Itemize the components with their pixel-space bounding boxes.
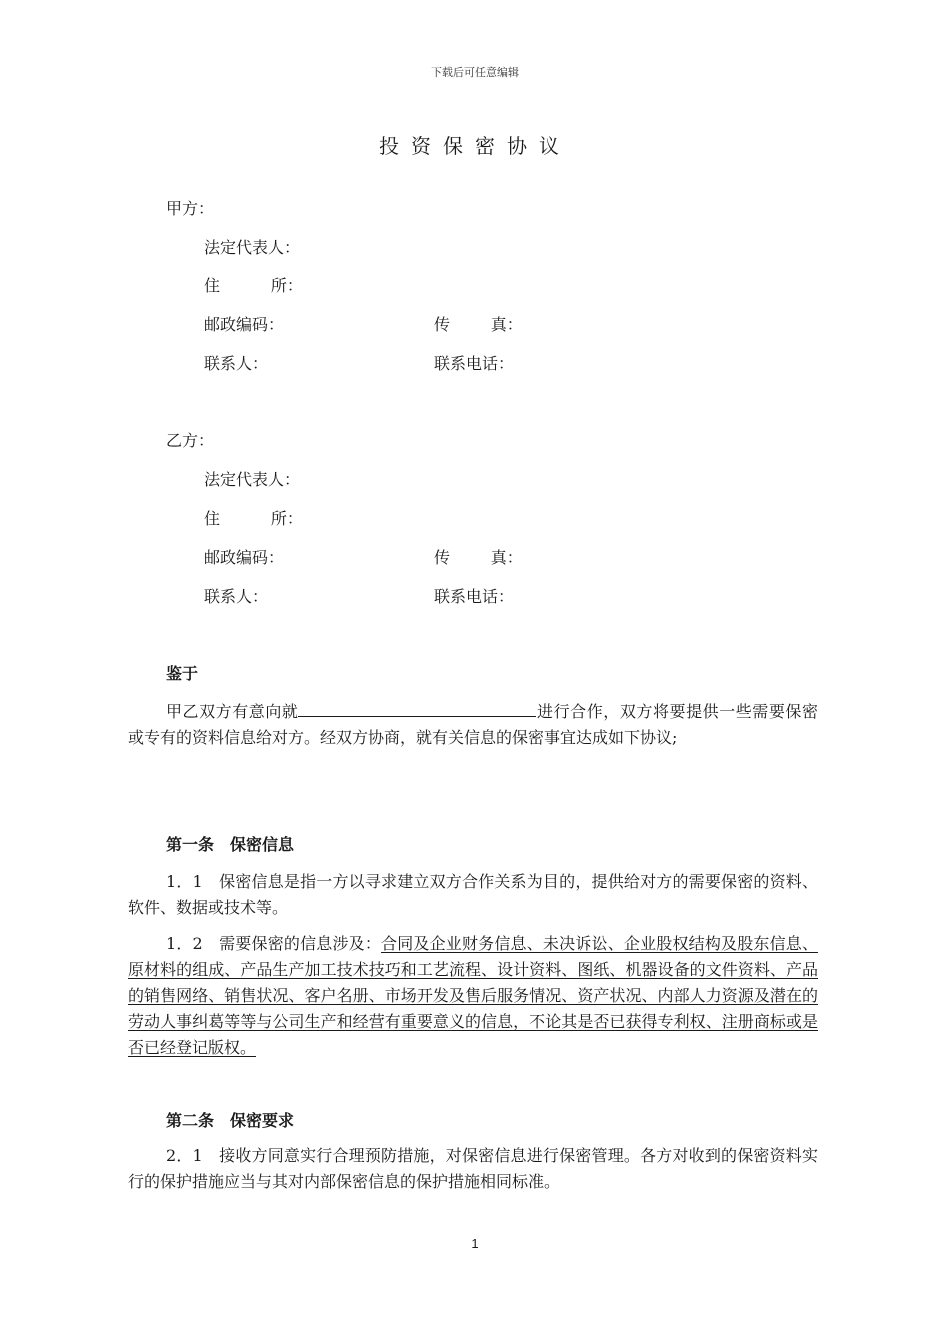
party-b-postcode: 邮政编码： (204, 548, 285, 567)
party-a-fax: 传 真： (434, 315, 523, 334)
whereas-text-before: 甲乙双方有意向就 (166, 702, 299, 721)
clause-1-2 (128, 931, 818, 1061)
whereas-text-after: 进行合作，双方将要提供一些需要保密或专有的资料信息给对方。经双方协商，就有关信息的保密事宜达成如下协议; (128, 702, 818, 747)
party-a-label: 甲方： (166, 199, 215, 218)
page-number: 1 (471, 1236, 479, 1251)
clause-1-1: 1．1 保密信息是指一方以寻求建立双方合作关系为目的，提供给对方的需要保密的资料、软件、数据或技术等。 (128, 872, 818, 917)
document-title: 投资保密协议 (379, 134, 571, 158)
party-b-fax: 传 真： (434, 548, 523, 567)
article-2-heading: 第二条 保密要求 (166, 1111, 295, 1130)
clause-1-2-prefix: 1．2 需要保密的信息涉及： (166, 934, 382, 953)
party-b-label: 乙方： (166, 431, 215, 450)
whereas-paragraph (128, 699, 818, 751)
clause-2-1: 2．1 接收方同意实行合理预防措施，对保密信息进行保密管理。各方对收到的保密资料实行的保护措施应当与其对内部保密信息的保护措施相同标准。 (128, 1146, 818, 1191)
header-note: 下载后可任意编辑 (431, 66, 519, 79)
clause-1-2-underlined: 合同及企业财务信息、未决诉讼、企业股权结构及股东信息、原材料的组成、产品生产加工技术技巧和工艺流程、设计资料、图纸、机器设备的文件资料、产品的销售网络、销售状况、客户名册、市场开发及售后服务情况、资产状况、内部人力资源及潜在的劳动人事纠葛等等与公司生产和经营有重要意义的信息，不论其是否已获得专利权、注册商标或是否已经登记版权。 (128, 934, 818, 1057)
party-b-legal-rep: 法定代表人： (204, 470, 301, 489)
party-a-legal-rep: 法定代表人： (204, 238, 301, 257)
party-a-contact: 联系人： (204, 354, 269, 373)
project-blank-line (298, 700, 536, 717)
party-a-postcode: 邮政编码： (204, 315, 285, 334)
party-b-phone: 联系电话： (434, 587, 515, 606)
party-a-phone: 联系电话： (434, 354, 515, 373)
party-a-address: 住 所： (204, 276, 303, 295)
party-b-address: 住 所： (204, 509, 303, 528)
whereas-heading: 鉴于 (166, 664, 199, 683)
party-b-contact: 联系人： (204, 587, 269, 606)
article-1-heading: 第一条 保密信息 (166, 835, 295, 854)
